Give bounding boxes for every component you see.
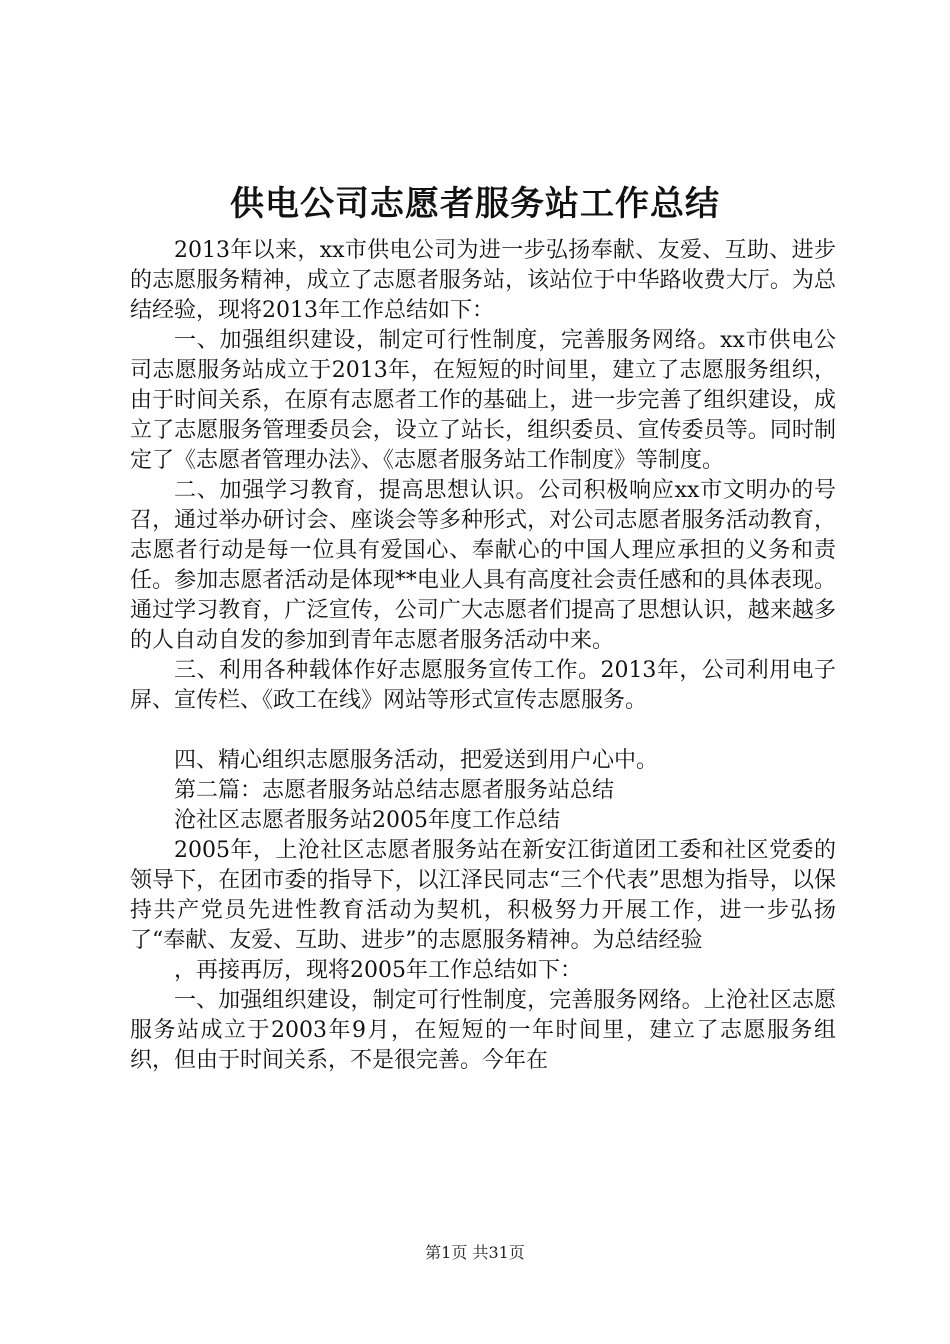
paragraph-section-4: 四、精心组织志愿服务活动，把爱送到用户心中。: [174, 748, 659, 773]
paragraph-section-3: 三、利用各种载体作好志愿服务宣传工作。2013年，公司利用电子屏、宣传栏、《政工在线》网站等形式宣传志愿服务。: [130, 658, 836, 713]
paragraph-2005-continuation: ，再接再厉，现将2005年工作总结如下：: [174, 958, 582, 983]
page-number: 第1页 共31页: [425, 1243, 525, 1262]
paragraph-2005-intro: 2005年，上沧社区志愿者服务站在新安江街道团工委和社区党委的领导下，在团市委的指导下，以江泽民同志“三个代表”思想为指导，以保持共产党员先进性教育活动为契机，积极努力开展工作，进一步弘扬了“奉献、友爱、互助、进步”的志愿服务精神。为总结经验: [130, 838, 836, 953]
paragraph-subtitle: 沧社区志愿者服务站2005年度工作总结: [174, 808, 560, 833]
paragraph-intro: 2013年以来，xx市供电公司为进一步弘扬奉献、友爱、互助、进步的志愿服务精神，成立了志愿者服务站，该站位于中华路收费大厅。为总结经验，现将2013年工作总结如下：: [130, 238, 836, 323]
paragraph-section-2: 二、加强学习教育，提高思想认识。公司积极响应xx市文明办的号召，通过举办研讨会、座谈会等多种形式，对公司志愿者服务活动教育，志愿者行动是每一位具有爱国心、奉献心的中国人理应承担的义务和责任。参加志愿者活动是体现**电业人具有高度社会责任感和的具体表现。通过学习教育，广泛宣传，公司广大志愿者们提高了思想认识，越来越多的人自动自发的参加到青年志愿者服务活动中来。: [130, 478, 836, 653]
document-title: 供电公司志愿者服务站工作总结: [230, 184, 720, 224]
paragraph-chapter-heading: 第二篇：志愿者服务站总结志愿者服务站总结: [174, 778, 615, 803]
document-body: [130, 236, 836, 1076]
paragraph-section-1: 一、加强组织建设，制定可行性制度，完善服务网络。xx市供电公司志愿服务站成立于2013年，在短短的时间里，建立了志愿服务组织，由于时间关系，在原有志愿者工作的基础上，进一步完善了组织建设，成立了志愿服务管理委员会，设立了站长，组织委员、宣传委员等。同时制定了《志愿者管理办法》、《志愿者服务站工作制度》等制度。: [130, 328, 836, 473]
paragraph-2005-section-1: 一、加强组织建设，制定可行性制度，完善服务网络。上沧社区志愿服务站成立于2003年9月，在短短的一年时间里，建立了志愿服务组织，但由于时间关系，不是很完善。今年在: [130, 988, 836, 1073]
